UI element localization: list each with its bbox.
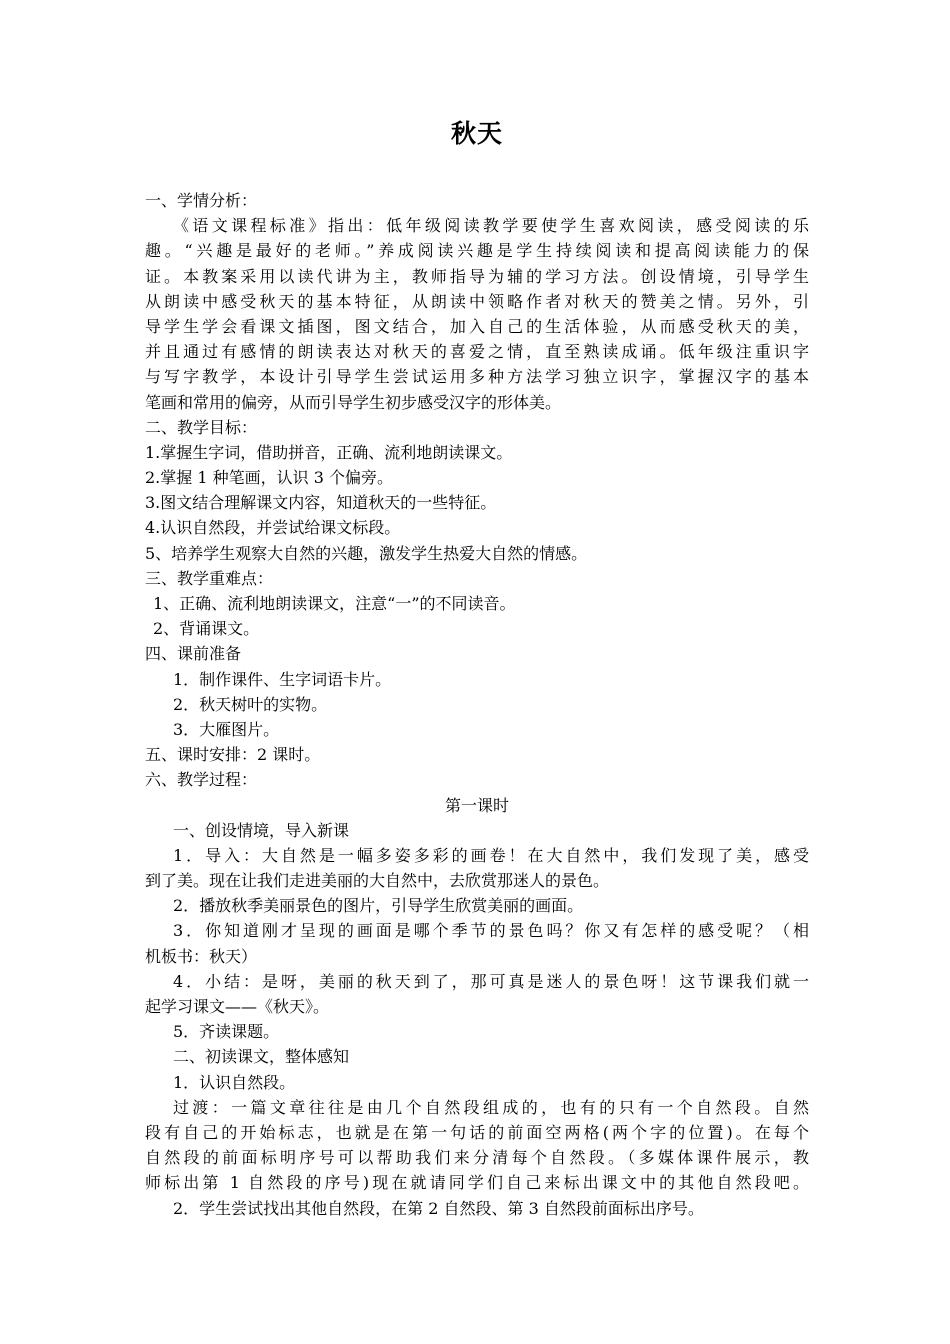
text-line: 与写字教学，本设计引导学生尝试运用多种方法学习独立识字，掌握汉字的基本 <box>145 367 809 387</box>
text-line: 3．大雁图片。 <box>173 719 280 739</box>
text-line: 1．制作课件、生字词语卡片。 <box>173 669 392 689</box>
text-line: 一、创设情境，导入新课 <box>173 820 350 840</box>
text-line: 1．认识自然段。 <box>173 1072 296 1092</box>
text-line: 第一课时 <box>444 795 509 815</box>
text-line: 4．小结：是呀，美丽的秋天到了，那可真是迷人的景色呀！这节课我们就一 <box>173 971 809 991</box>
document-title: 秋天 <box>450 119 503 148</box>
text-line: 证。本教案采用以读代讲为主，教师指导为辅的学习方法。创设情境，引导学生 <box>145 266 809 286</box>
text-line: 2．秋天树叶的实物。 <box>173 694 328 714</box>
text-line: 3.图文结合理解课文内容，知道秋天的一些特征。 <box>145 493 497 513</box>
text-line: 二、初读课文，整体感知 <box>173 1047 350 1067</box>
text-line: 2.掌握 1 种笔画，认识 3 个偏旁。 <box>145 468 393 488</box>
text-line: 段有自己的开始标志，也就是在第一句话的前面空两格(两个字的位置)。在每个 <box>145 1122 809 1142</box>
text-line: 六、教学过程： <box>145 770 258 790</box>
text-line: 5．齐读课题。 <box>173 1022 280 1042</box>
text-line: 2、背诵课文。 <box>153 619 260 639</box>
text-line: 5、培养学生观察大自然的兴趣，激发学生热爱大自然的情感。 <box>145 543 588 563</box>
text-line: 二、教学目标： <box>145 417 258 437</box>
text-line: 3．你知道刚才呈现的画面是哪个季节的景色吗？你又有怎样的感受呢？（相 <box>173 921 809 941</box>
text-line: 师标出第 1 自然段的序号)现在就请同学们自己来标出课文中的其他自然段吧。 <box>145 1173 809 1193</box>
text-line: 1．导入：大自然是一幅多姿多彩的画卷！在大自然中，我们发现了美，感受 <box>173 845 809 865</box>
text-line: 四、课前准备 <box>145 644 242 664</box>
document-body <box>145 188 809 1221</box>
text-line: 2．学生尝试找出其他自然段，在第 2 自然段、第 3 自然段前面标出序号。 <box>173 1198 704 1218</box>
text-line: 起学习课文——《秋天》。 <box>145 997 330 1016</box>
text-line: 2．播放秋季美丽景色的图片，引导学生欣赏美丽的画面。 <box>173 896 584 916</box>
text-line: 4.认识自然段，并尝试给课文标段。 <box>145 518 401 538</box>
text-line: 机板书：秋天） <box>145 946 258 966</box>
text-line: 1、正确、流利地朗读课文，注意“一”的不同读音。 <box>153 594 516 613</box>
text-line: 导学生学会看课文插图，图文结合，加入自己的生活体验，从而感受秋天的美， <box>145 316 809 336</box>
text-line: 自然段的前面标明序号可以帮助我们来分清每个自然段。（多媒体课件展示，教 <box>145 1148 809 1168</box>
text-line: 趣。“兴趣是最好的老师。”养成阅读兴趣是学生持续阅读和提高阅读能力的保 <box>145 241 809 261</box>
text-line: 一、学情分析： <box>145 191 258 210</box>
text-line: 五、课时安排：2 课时。 <box>145 745 321 765</box>
text-line: 并且通过有感情的朗读表达对秋天的喜爱之情，直至熟读成诵。低年级注重识字 <box>145 342 809 362</box>
text-line: 1.掌握生字词，借助拼音，正确、流利地朗读课文。 <box>145 442 513 462</box>
text-line: 到了美。现在让我们走进美丽的大自然中，去欣赏那迷人的景色。 <box>145 871 610 891</box>
text-line: 过渡：一篇文章往往是由几个自然段组成的，也有的只有一个自然段。自然 <box>173 1097 809 1117</box>
text-line: 笔画和常用的偏旁，从而引导学生初步感受汉字的形体美。 <box>145 392 562 412</box>
text-line: 三、教学重难点： <box>145 568 274 588</box>
text-line: 《语文课程标准》指出：低年级阅读教学要使学生喜欢阅读，感受阅读的乐 <box>173 216 809 236</box>
text-line: 从朗读中感受秋天的基本特征，从朗读中领略作者对秋天的赞美之情。另外，引 <box>145 291 809 311</box>
